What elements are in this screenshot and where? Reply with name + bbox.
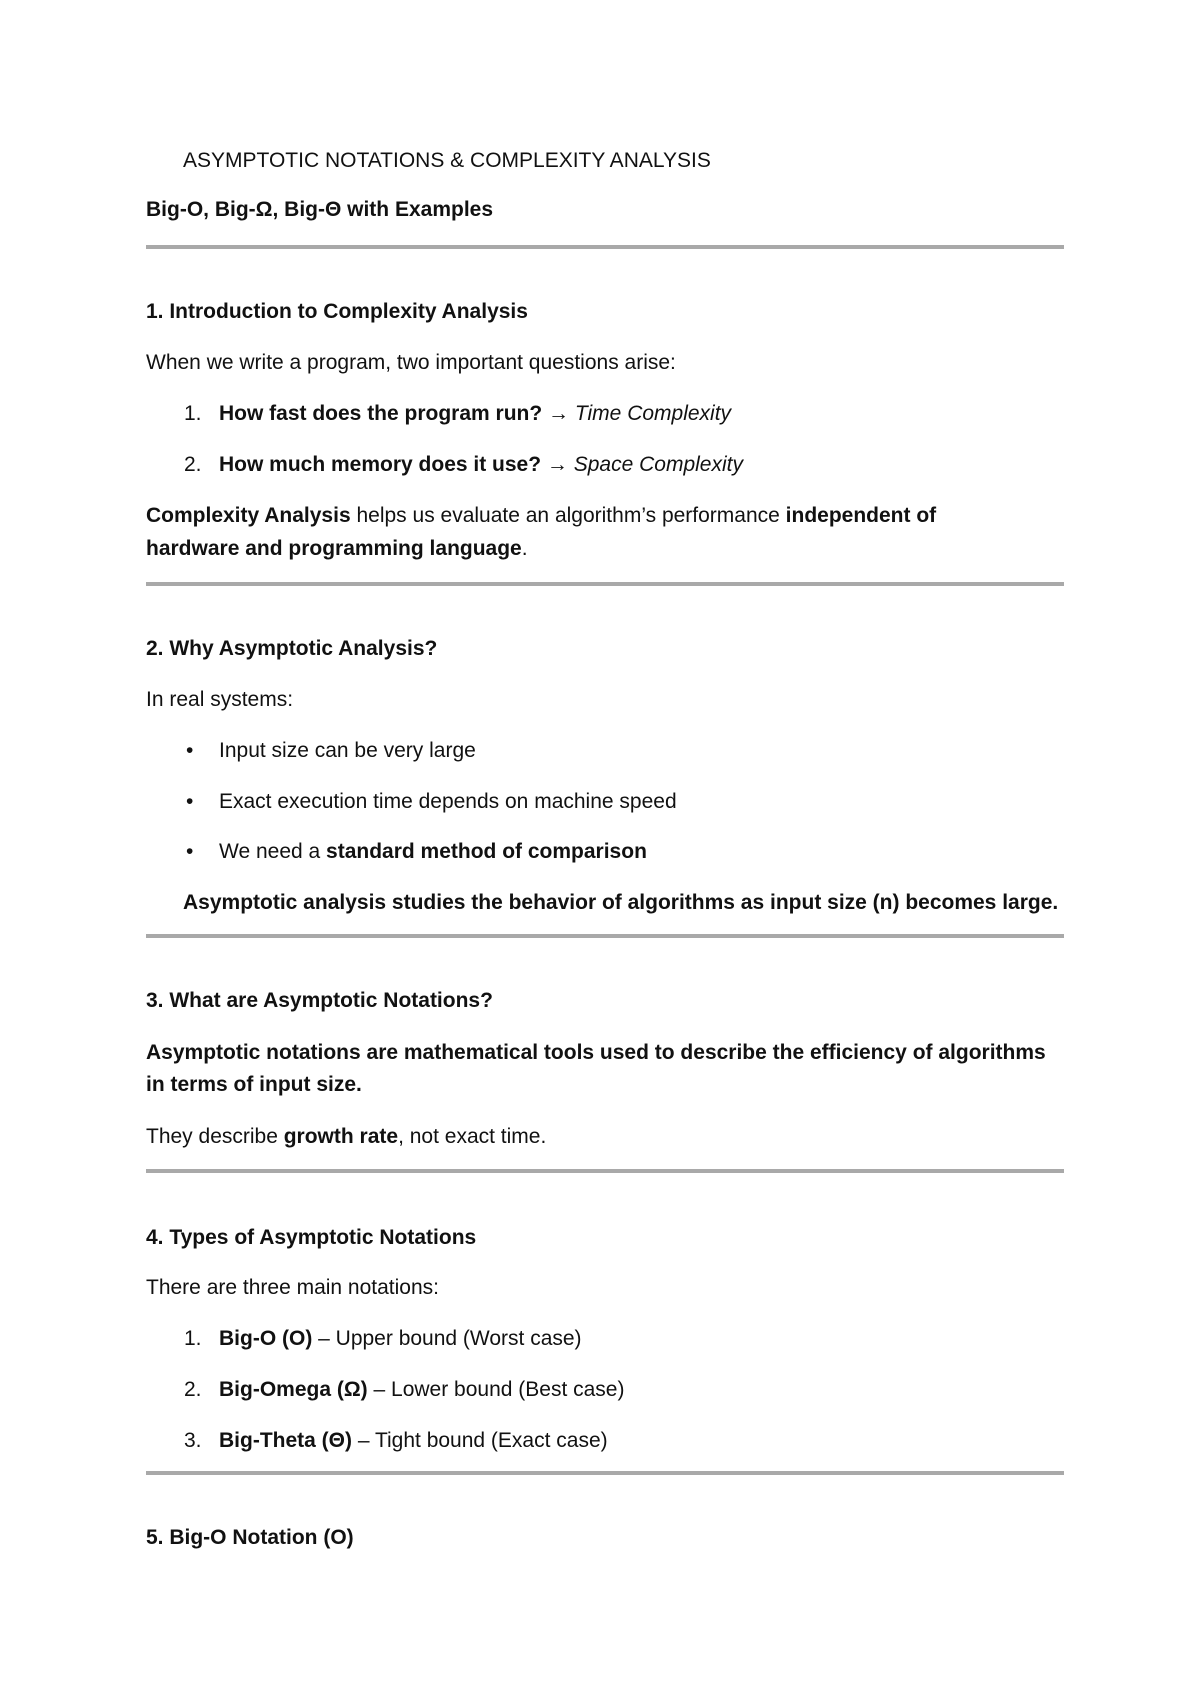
bullet-text: We need a — [219, 840, 327, 863]
section-5-heading: 5. Big-O Notation (O) — [146, 1526, 354, 1549]
bullet-marker: • — [186, 790, 194, 813]
section-4-intro: There are three main notations: — [146, 1276, 439, 1299]
section-1-paragraph-line-1 — [146, 502, 936, 530]
bold-term: growth rate — [283, 1125, 399, 1148]
section-2-heading: 2. Why Asymptotic Analysis? — [146, 637, 438, 660]
paragraph-text: . — [521, 537, 528, 560]
divider — [146, 1169, 1064, 1173]
list-number: 1. — [184, 402, 202, 425]
document-subtitle: Big-O, Big-Ω, Big-Θ with Examples — [146, 198, 494, 221]
section-2-intro: In real systems: — [146, 688, 294, 711]
paragraph-text: , not exact time. — [398, 1125, 547, 1148]
list-item — [219, 1427, 608, 1455]
section-3-paragraph — [146, 1123, 546, 1151]
bullet-item: Input size can be very large — [219, 739, 476, 762]
divider — [146, 1471, 1064, 1475]
notation-description: – Upper bound (Worst case) — [312, 1327, 582, 1350]
section-2-summary: Asymptotic analysis studies the behavior of algorithms as input size (n) becomes large. — [183, 891, 1059, 914]
arrow: → — [542, 402, 575, 425]
list-item-term: Space Complexity — [573, 453, 743, 476]
section-3-heading: 3. What are Asymptotic Notations? — [146, 989, 493, 1012]
section-1-intro: When we write a program, two important questions arise: — [146, 351, 676, 374]
section-4-heading: 4. Types of Asymptotic Notations — [146, 1226, 477, 1249]
bullet-marker: • — [186, 840, 194, 863]
section-1-paragraph-line-2 — [146, 535, 528, 563]
notation-description: – Lower bound (Best case) — [367, 1378, 625, 1401]
list-number: 2. — [184, 1378, 202, 1401]
notation-name: Big-Theta (Θ) — [219, 1429, 352, 1452]
bold-term: Complexity Analysis — [146, 504, 351, 527]
list-item — [219, 1325, 582, 1353]
notation-description: – Tight bound (Exact case) — [351, 1429, 608, 1452]
bold-term: hardware and programming language — [146, 537, 522, 560]
list-number: 2. — [184, 453, 202, 476]
bold-term: standard method of comparison — [326, 840, 647, 863]
section-3-definition-line-1: Asymptotic notations are mathematical tools used to describe the efficiency of algorithms — [146, 1041, 1046, 1064]
divider — [146, 245, 1064, 249]
bullet-item — [219, 838, 647, 866]
document-title: ASYMPTOTIC NOTATIONS & COMPLEXITY ANALYSIS — [183, 149, 711, 172]
arrow: → — [541, 453, 574, 476]
paragraph-text: They describe — [146, 1125, 284, 1148]
bullet-marker: • — [186, 739, 194, 762]
bold-term: independent of — [785, 504, 937, 527]
paragraph-text: helps us evaluate an algorithm’s performance — [350, 504, 786, 527]
list-item — [219, 451, 743, 479]
list-item-term: Time Complexity — [574, 402, 732, 425]
divider — [146, 934, 1064, 938]
section-1-heading: 1. Introduction to Complexity Analysis — [146, 300, 528, 323]
list-item — [219, 400, 731, 428]
notation-name: Big-O (O) — [219, 1327, 313, 1350]
list-item-question: How much memory does it use? — [219, 453, 542, 476]
list-item-question: How fast does the program run? — [219, 402, 543, 425]
notation-name: Big-Omega (Ω) — [219, 1378, 368, 1401]
divider — [146, 582, 1064, 586]
list-number: 1. — [184, 1327, 202, 1350]
list-item — [219, 1376, 624, 1404]
bullet-item: Exact execution time depends on machine speed — [219, 790, 677, 813]
section-3-definition-line-2: in terms of input size. — [146, 1073, 362, 1096]
list-number: 3. — [184, 1429, 202, 1452]
